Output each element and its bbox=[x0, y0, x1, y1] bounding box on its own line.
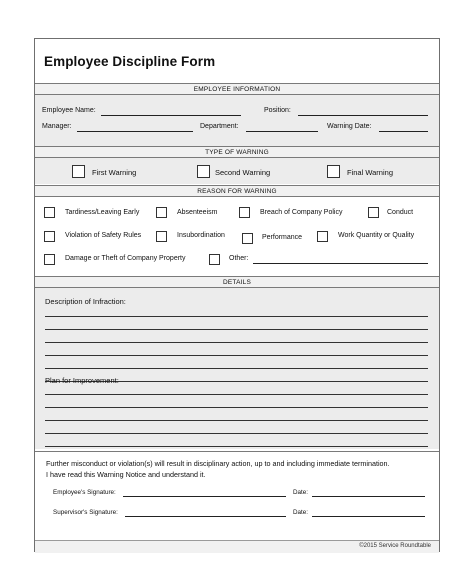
manager-field[interactable] bbox=[77, 131, 193, 132]
reason-header: REASON FOR WARNING bbox=[35, 185, 439, 197]
safety-label: Violation of Safety Rules bbox=[65, 232, 142, 239]
position-field[interactable] bbox=[298, 115, 428, 116]
first-warning-checkbox[interactable] bbox=[72, 165, 85, 178]
employee-name-label: Employee Name: bbox=[42, 107, 96, 114]
supervisor-date-label: Date: bbox=[293, 509, 309, 516]
insubordination-label: Insubordination bbox=[177, 232, 225, 239]
footer bbox=[35, 540, 439, 553]
breach-label: Breach of Company Policy bbox=[260, 209, 343, 216]
insubordination-checkbox[interactable] bbox=[156, 231, 167, 242]
employee-date-label: Date: bbox=[293, 489, 309, 496]
plan-line[interactable] bbox=[45, 433, 428, 434]
plan-line[interactable] bbox=[45, 394, 428, 395]
employee-name-field[interactable] bbox=[101, 115, 241, 116]
other-label: Other: bbox=[229, 255, 249, 262]
conduct-label: Conduct bbox=[387, 209, 414, 216]
description-line[interactable] bbox=[45, 342, 428, 343]
plan-line[interactable] bbox=[45, 446, 428, 447]
final-warning-checkbox[interactable] bbox=[327, 165, 340, 178]
description-line[interactable] bbox=[45, 355, 428, 356]
position-label: Position: bbox=[264, 107, 291, 114]
plan-label: Plan for Improvement: bbox=[45, 376, 119, 385]
other-checkbox[interactable] bbox=[209, 254, 220, 265]
warning-date-field[interactable] bbox=[379, 131, 428, 132]
absenteeism-checkbox[interactable] bbox=[156, 207, 167, 218]
description-line[interactable] bbox=[45, 368, 428, 369]
tardiness-label: Tardiness/Leaving Early bbox=[65, 209, 140, 216]
second-warning-label: Second Warning bbox=[215, 168, 271, 177]
final-warning-label: Final Warning bbox=[347, 168, 393, 177]
employee-info-section bbox=[35, 95, 439, 146]
manager-label: Manager: bbox=[42, 123, 72, 130]
second-warning-checkbox[interactable] bbox=[197, 165, 210, 178]
employee-signature-label: Employee's Signature: bbox=[53, 489, 116, 496]
work-quality-checkbox[interactable] bbox=[317, 231, 328, 242]
form-title: Employee Discipline Form bbox=[44, 54, 216, 69]
supervisor-signature-label: Supervisor's Signature: bbox=[53, 509, 118, 516]
details-header: DETAILS bbox=[35, 276, 439, 288]
supervisor-signature-field[interactable] bbox=[125, 516, 286, 517]
work-quality-label: Work Quantity or Quality bbox=[338, 232, 415, 239]
warning-date-label: Warning Date: bbox=[327, 123, 372, 130]
description-label: Description of Infraction: bbox=[45, 297, 126, 306]
conduct-checkbox[interactable] bbox=[368, 207, 379, 218]
absenteeism-label: Absenteeism bbox=[177, 209, 218, 216]
description-line[interactable] bbox=[45, 329, 428, 330]
performance-checkbox[interactable] bbox=[242, 233, 253, 244]
plan-line[interactable] bbox=[45, 407, 428, 408]
acknowledgement-text: I have read this Warning Notice and understand it. bbox=[46, 470, 206, 479]
breach-checkbox[interactable] bbox=[239, 207, 250, 218]
discipline-form bbox=[34, 38, 440, 552]
plan-line[interactable] bbox=[45, 420, 428, 421]
damage-checkbox[interactable] bbox=[44, 254, 55, 265]
department-label: Department: bbox=[200, 123, 239, 130]
supervisor-date-field[interactable] bbox=[312, 516, 425, 517]
warning-type-header: TYPE OF WARNING bbox=[35, 146, 439, 158]
performance-label: Performance bbox=[262, 234, 303, 241]
damage-label: Damage or Theft of Company Property bbox=[65, 255, 186, 262]
termination-notice: Further misconduct or violation(s) will result in disciplinary action, up to and including immediate termination. bbox=[46, 459, 390, 468]
department-field[interactable] bbox=[246, 131, 318, 132]
employee-date-field[interactable] bbox=[312, 496, 425, 497]
employee-info-header: EMPLOYEE INFORMATION bbox=[35, 83, 439, 95]
employee-signature-field[interactable] bbox=[123, 496, 286, 497]
safety-checkbox[interactable] bbox=[44, 231, 55, 242]
tardiness-checkbox[interactable] bbox=[44, 207, 55, 218]
other-field[interactable] bbox=[253, 263, 428, 264]
first-warning-label: First Warning bbox=[92, 168, 137, 177]
description-line[interactable] bbox=[45, 316, 428, 317]
copyright: ©2015 Service Roundtable bbox=[359, 543, 431, 549]
